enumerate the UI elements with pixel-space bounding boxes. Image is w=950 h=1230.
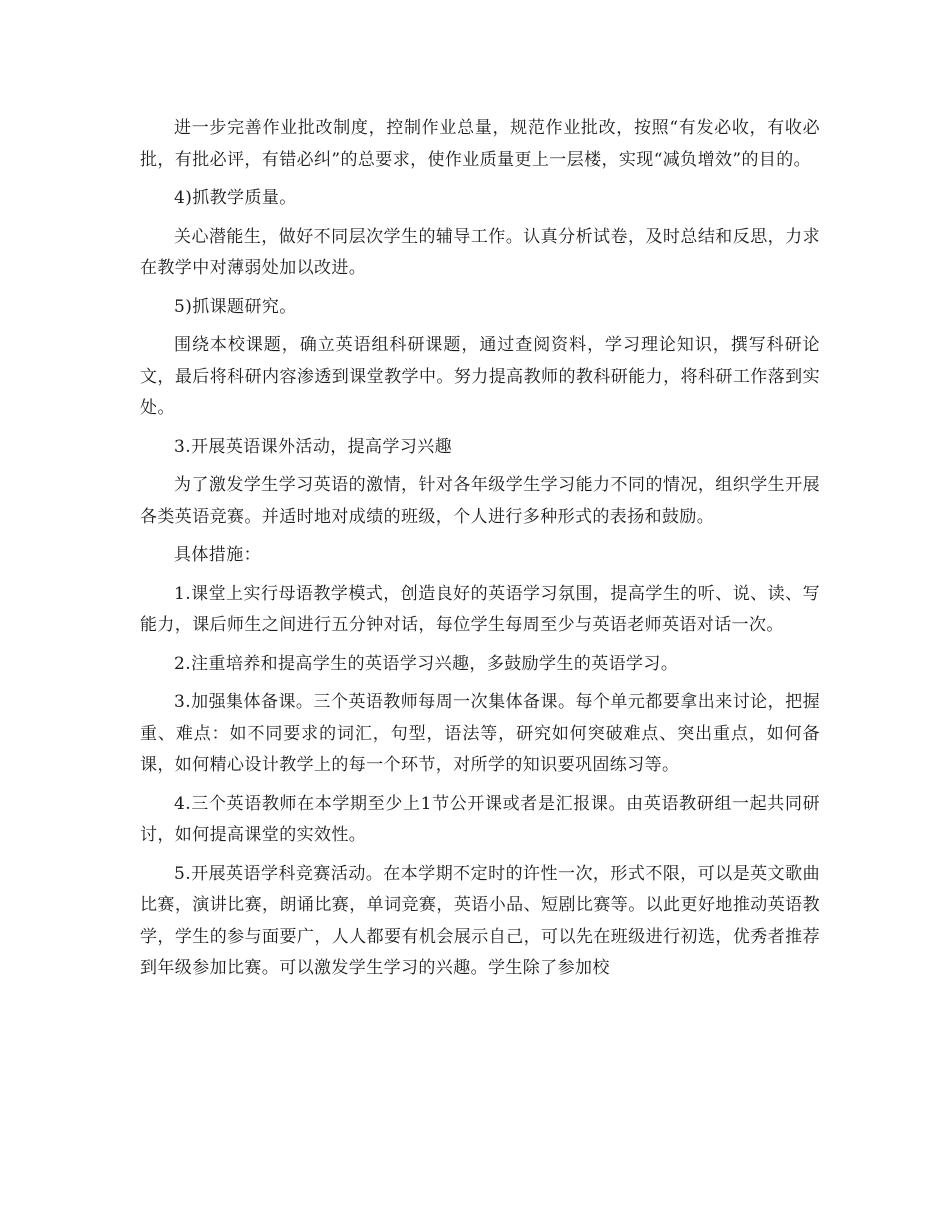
- measure-item-4: 4.三个英语教师在本学期至少上1节公开课或者是汇报课。由英语教研组一起共同研讨，如何提高课堂的实效性。: [140, 793, 820, 845]
- document-body: [140, 113, 820, 992]
- heading-research: 5)抓课题研究。: [174, 296, 297, 317]
- paragraph-research: 围绕本校课题，确立英语组科研课题，通过查阅资料，学习理论知识，撰写科研论文，最后将科研内容渗透到课堂教学中。努力提高教师的教科研能力，将科研工作落到实处。: [140, 335, 820, 418]
- measure-item-1: 1.课堂上实行母语教学模式，创造良好的英语学习氛围，提高学生的听、说、读、写能力，课后师生之间进行五分钟对话，每位学生每周至少与英语老师英语对话一次。: [140, 583, 820, 635]
- paragraph-teaching-quality: 关心潜能生，做好不同层次学生的辅导工作。认真分析试卷，及时总结和反思，力求在教学中对薄弱处加以改进。: [140, 226, 820, 278]
- paragraph-extracurricular: 为了激发学生学习英语的激情，针对各年级学生学习能力不同的情况，组织学生开展各类英语竞赛。并适时地对成绩的班级，个人进行多种形式的表扬和鼓励。: [140, 475, 820, 527]
- heading-measures: 具体措施：: [174, 545, 261, 565]
- heading-teaching-quality: 4)抓教学质量。: [174, 188, 297, 208]
- measure-item-2: 2.注重培养和提高学生的英语学习兴趣，多鼓励学生的英语学习。: [174, 653, 679, 674]
- paragraph-homework-system: 进一步完善作业批改制度，控制作业总量，规范作业批改，按照“有发必收，有收必批，有批必评，有错必纠”的总要求，使作业质量更上一层楼，实现“减负增效”的目的。: [140, 118, 820, 170]
- heading-extracurricular: 3.开展英语课外活动，提高学习兴趣: [174, 436, 453, 457]
- measure-item-5: 5.开展英语学科竞赛活动。在本学期不定时的许性一次，形式不限，可以是英文歌曲比赛，演讲比赛，朗诵比赛，单词竞赛，英语小品、短剧比赛等。以此更好地推动英语教学，学生的参与面要广，人人都要有机会展示自己，可以先在班级进行初选，优秀者推荐到年级参加比赛。可以激发学生学习的兴趣。学生除了参加校: [140, 863, 820, 978]
- measure-item-3: 3.加强集体备课。三个英语教师每周一次集体备课。每个单元都要拿出来讨论，把握重、难点：如不同要求的词汇，句型，语法等，研究如何突破难点、突出重点，如何备课，如何精心设计教学上的每一个环节，对所学的知识要巩固练习等。: [140, 692, 820, 775]
